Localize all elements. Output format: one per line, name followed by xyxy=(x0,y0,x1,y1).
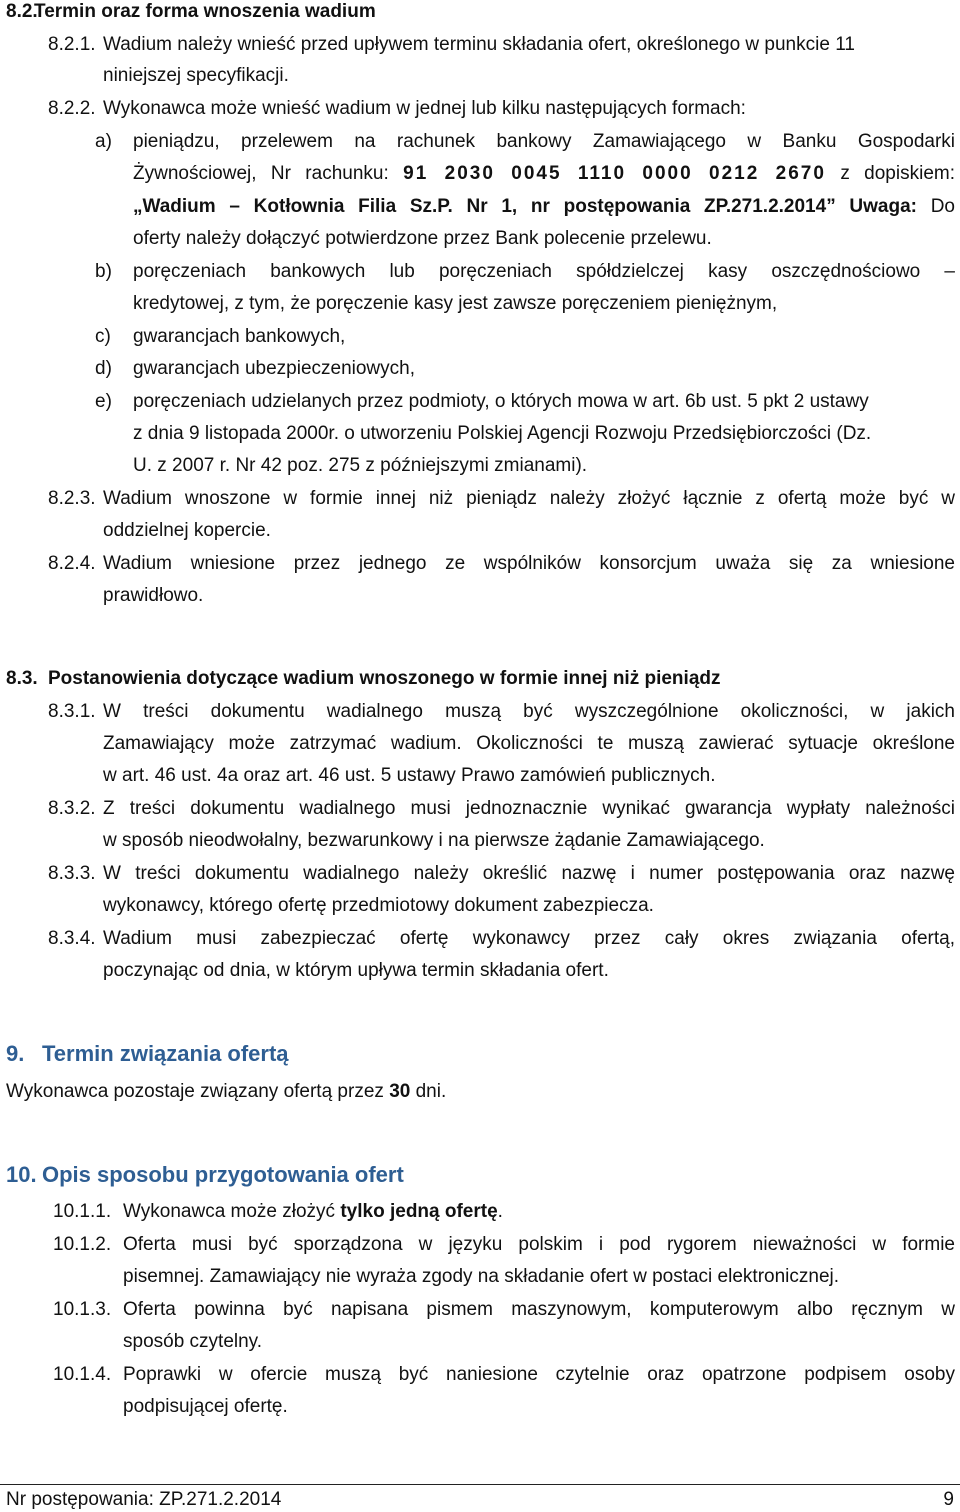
para-8-2-1-line2: niniejszej specyfikacji. xyxy=(103,65,289,86)
para-8-2-4-line2: prawidłowo. xyxy=(103,585,204,606)
para-8-3-1-line2: Zamawiający może zatrzymać wadium. Okoliczności te muszą zawierać sytuacje określone xyxy=(103,733,955,754)
para-8-2-3-line1: Wadium wnoszone w formie innej niż pieniądz należy złożyć łącznie z ofertą może być w xyxy=(103,488,955,509)
footer-reference: Nr postępowania: ZP.271.2.2014 xyxy=(6,1489,282,1510)
para-8-3-2-line2: w sposób nieodwołalny, bezwarunkowy i na pierwsze żądanie Zamawiającego. xyxy=(103,830,765,851)
para-10-1-4-line2: podpisującej ofertę. xyxy=(123,1396,288,1417)
section-8-2-title: Termin oraz forma wnoszenia wadium xyxy=(34,1,376,22)
section-9-number: 9. xyxy=(6,1041,25,1066)
item-b-line1: poręczeniach bankowych lub poręczeniach spółdzielczej kasy oszczędnościowo – xyxy=(133,261,955,282)
footer-divider xyxy=(0,1484,960,1485)
para-8-2-4-number: 8.2.4. xyxy=(48,553,96,574)
section-10-title: Opis sposobu przygotowania ofert xyxy=(42,1162,404,1187)
item-a-line2-text: Żywnościowej, Nr rachunku: xyxy=(133,163,404,184)
item-c-line1: gwarancjach bankowych, xyxy=(133,326,346,347)
item-a-line2-suffix: z dopiskiem: xyxy=(825,163,955,184)
item-e-line3: U. z 2007 r. Nr 42 poz. 275 z późniejszymi zmianami). xyxy=(133,455,588,476)
note-label: Uwaga: xyxy=(835,196,917,217)
para-8-2-1-number: 8.2.1. xyxy=(48,34,96,55)
section-9-text-start: Wykonawca pozostaje związany ofertą przez xyxy=(6,1081,390,1102)
para-8-2-1-line1: Wadium należy wnieść przed upływem terminu składania ofert, określonego w punkcie 11 xyxy=(103,34,855,55)
para-10-1-2-number: 10.1.2. xyxy=(53,1234,112,1255)
para-8-2-3-number: 8.2.3. xyxy=(48,488,96,509)
binding-days: 30 xyxy=(389,1081,411,1102)
para-10-1-4-number: 10.1.4. xyxy=(53,1364,112,1385)
para-8-2-4-line1: Wadium wniesione przez jednego ze wspólników konsorcjum uważa się za wniesione xyxy=(103,553,955,574)
section-9-text-end: dni. xyxy=(410,1081,447,1102)
item-b-label: b) xyxy=(95,261,112,282)
item-d-line1: gwarancjach ubezpieczeniowych, xyxy=(133,358,415,379)
item-c-label: c) xyxy=(95,326,111,347)
para-10-1-1-end: . xyxy=(497,1201,503,1222)
para-8-3-1-number: 8.3.1. xyxy=(48,701,96,722)
single-offer-emphasis: tylko jedną ofertę xyxy=(340,1201,498,1222)
para-10-1-2-line1: Oferta musi być sporządzona w języku polskim i pod rygorem nieważności w formie xyxy=(123,1234,955,1255)
item-d-label: d) xyxy=(95,358,112,379)
para-8-3-2-number: 8.3.2. xyxy=(48,798,96,819)
item-e-line2: z dnia 9 listopada 2000r. o utworzeniu Polskiej Agencji Rozwoju Przedsiębiorczości (Dz. xyxy=(133,423,872,444)
page-number: 9 xyxy=(943,1489,954,1510)
para-10-1-3-line1: Oferta powinna być napisana pismem maszynowym, komputerowym albo ręcznym w xyxy=(123,1299,955,1320)
para-8-3-4-number: 8.3.4. xyxy=(48,928,96,949)
item-e-label: e) xyxy=(95,391,112,412)
section-10-number: 10. xyxy=(6,1162,37,1187)
para-8-2-2-line1: Wykonawca może wnieść wadium w jednej lub kilku następujących formach: xyxy=(103,98,746,119)
item-e-line1: poręczeniach udzielanych przez podmioty, o których mowa w art. 6b ust. 5 pkt 2 ustawy xyxy=(133,391,869,412)
para-8-3-4-line2: poczynając od dnia, w którym upływa termin składania ofert. xyxy=(103,960,609,981)
para-10-1-3-line2: sposób czytelny. xyxy=(123,1331,263,1352)
section-8-3-title: Postanowienia dotyczące wadium wnoszonego w formie innej niż pieniądz xyxy=(48,668,721,689)
para-10-1-3-number: 10.1.3. xyxy=(53,1299,112,1320)
item-b-line2: kredytowej, z tym, że poręczenie kasy jest zawsze poręczeniem pieniężnym, xyxy=(133,293,778,314)
para-10-1-4-line1: Poprawki w ofercie muszą być naniesione czytelnie oraz opatrzone podpisem osoby xyxy=(123,1364,955,1385)
para-10-1-1-text: Wykonawca może złożyć xyxy=(123,1201,341,1222)
item-a-line3 xyxy=(133,195,955,219)
para-8-3-3-line2: wykonawcy, którego ofertę przedmiotowy dokument zabezpiecza. xyxy=(103,895,654,916)
item-a-line4: oferty należy dołączyć potwierdzone przez Bank polecenie przelewu. xyxy=(133,228,712,249)
section-9-title: Termin związania ofertą xyxy=(42,1041,289,1066)
note-text-start: Do xyxy=(916,196,955,217)
item-a-line1: pieniądzu, przelewem na rachunek bankowy Zamawiającego w Banku Gospodarki xyxy=(133,131,955,152)
para-8-3-4-line1: Wadium musi zabezpieczać ofertę wykonawcy przez cały okres związania ofertą, xyxy=(103,928,955,949)
para-8-3-3-line1: W treści dokumentu wadialnego należy określić nazwę i numer postępowania oraz nazwę xyxy=(103,863,955,884)
para-8-3-1-line1: W treści dokumentu wadialnego muszą być wyszczególnione okoliczności, w jakich xyxy=(103,701,955,722)
bank-account-number: 91 2030 0045 1110 0000 0212 2670 xyxy=(403,163,826,184)
para-10-1-1-number: 10.1.1. xyxy=(53,1201,112,1222)
para-8-3-3-number: 8.3.3. xyxy=(48,863,96,884)
para-8-3-1-line3: w art. 46 ust. 4a oraz art. 46 ust. 5 ustawy Prawo zamówień publicznych. xyxy=(103,765,716,786)
section-9-text xyxy=(6,1080,446,1104)
item-a-label: a) xyxy=(95,131,112,152)
section-8-2-number: 8.2. xyxy=(6,1,38,22)
para-10-1-1-line1 xyxy=(123,1200,503,1224)
transfer-title: „Wadium – Kotłownia Filia Sz.P. Nr 1, nr postępowania ZP.271.2.2014” xyxy=(133,196,836,217)
section-8-3-number: 8.3. xyxy=(6,668,38,689)
para-8-2-3-line2: oddzielnej kopercie. xyxy=(103,520,271,541)
item-a-line2 xyxy=(133,162,955,186)
para-8-2-2-number: 8.2.2. xyxy=(48,98,96,119)
para-10-1-2-line2: pisemnej. Zamawiający nie wyraża zgody na składanie ofert w postaci elektronicznej. xyxy=(123,1266,840,1287)
para-8-3-2-line1: Z treści dokumentu wadialnego musi jednoznacznie wynikać gwarancja wypłaty należności xyxy=(103,798,955,819)
